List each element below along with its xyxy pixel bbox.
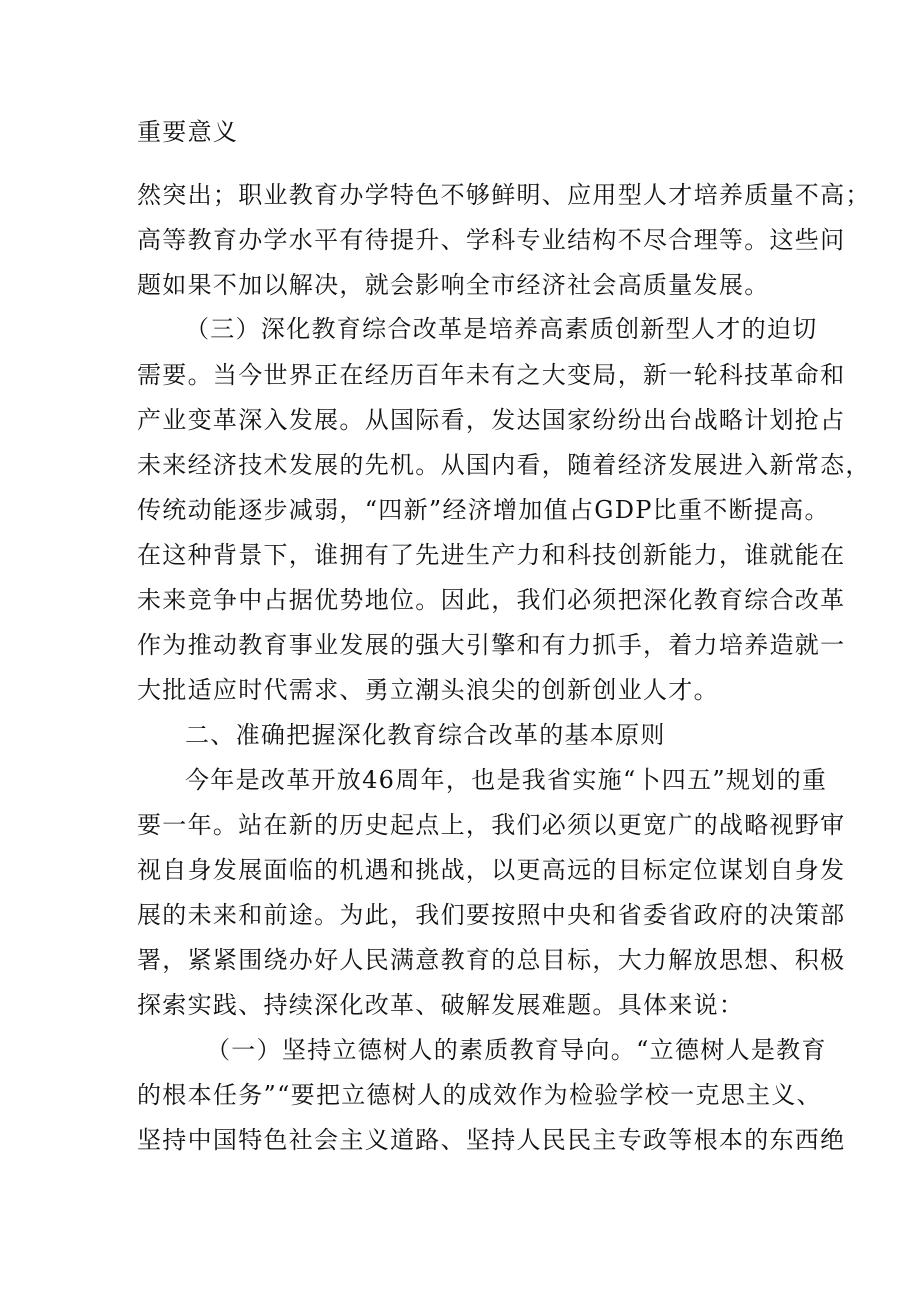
text-line: 要一年。站在新的历史起点上，我们必须以更宽广的战略视野审 <box>137 811 846 839</box>
text-line: 在这种背景下，谁拥有了先进生产力和科技创新能力，谁就能在 <box>137 541 846 569</box>
text-line: 未来竞争中占据优势地位。因此，我们必须把深化教育综合改革 <box>137 586 846 614</box>
text-line: 展的未来和前途。为此，我们要按照中央和省委省政府的决策部 <box>137 901 846 929</box>
text-line: 署，紧紧围绕办好人民满意教育的总目标，大力解放思想、积极 <box>137 946 846 974</box>
text-line: （一）坚持立德树人的素质教育导向。“立德树人是教育 <box>206 1036 827 1064</box>
text-line: 题如果不加以解决，就会影响全市经济社会高质量发展。 <box>137 271 770 299</box>
text-line: 传统动能逐步减弱，“四新”经济增加值占GDP比重不断提高。 <box>137 496 830 524</box>
text-line: 的根本任务”“要把立德树人的成效作为检验学校一克思主义、 <box>137 1081 822 1109</box>
text-line: 作为推动教育事业发展的强大引擎和有力抓手，着力培养造就一 <box>137 631 846 659</box>
text-line: 坚持中国特色社会主义道路、坚持人民民主专政等根本的东西绝 <box>137 1126 846 1154</box>
text-line: 大批适应时代需求、勇立潮头浪尖的创新创业人才。 <box>137 676 719 704</box>
text-line: （三）深化教育综合改革是培养高素质创新型人才的迫切 <box>185 315 818 343</box>
text-line: 然突出；职业教育办学特色不够鲜明、应用型人才培养质量不高； <box>137 181 871 209</box>
text-line: 今年是改革开放46周年，也是我省实施“卜四五”规划的重 <box>185 766 828 794</box>
text-line: 重要意义 <box>137 118 239 146</box>
text-line: 视自身发展面临的机遇和挑战，以更高远的目标定位谋划自身发 <box>137 856 846 884</box>
text-line: 产业变革深入发展。从国际看，发达国家纷纷出台战略计划抢占 <box>137 406 846 434</box>
text-line: 探索实践、持续深化改革、破解发展难题。具体来说： <box>137 991 745 1019</box>
section-heading: 二、准确把握深化教育综合改革的基本原则 <box>185 721 666 749</box>
text-line: 未来经济技术发展的先机。从国内看，随着经济发展进入新常态， <box>137 451 871 479</box>
text-line: 高等教育办学水平有待提升、学科专业结构不尽合理等。这些问 <box>137 226 846 254</box>
text-line: 需要。当今世界正在经历百年未有之大变局，新一轮科技革命和 <box>137 361 846 389</box>
